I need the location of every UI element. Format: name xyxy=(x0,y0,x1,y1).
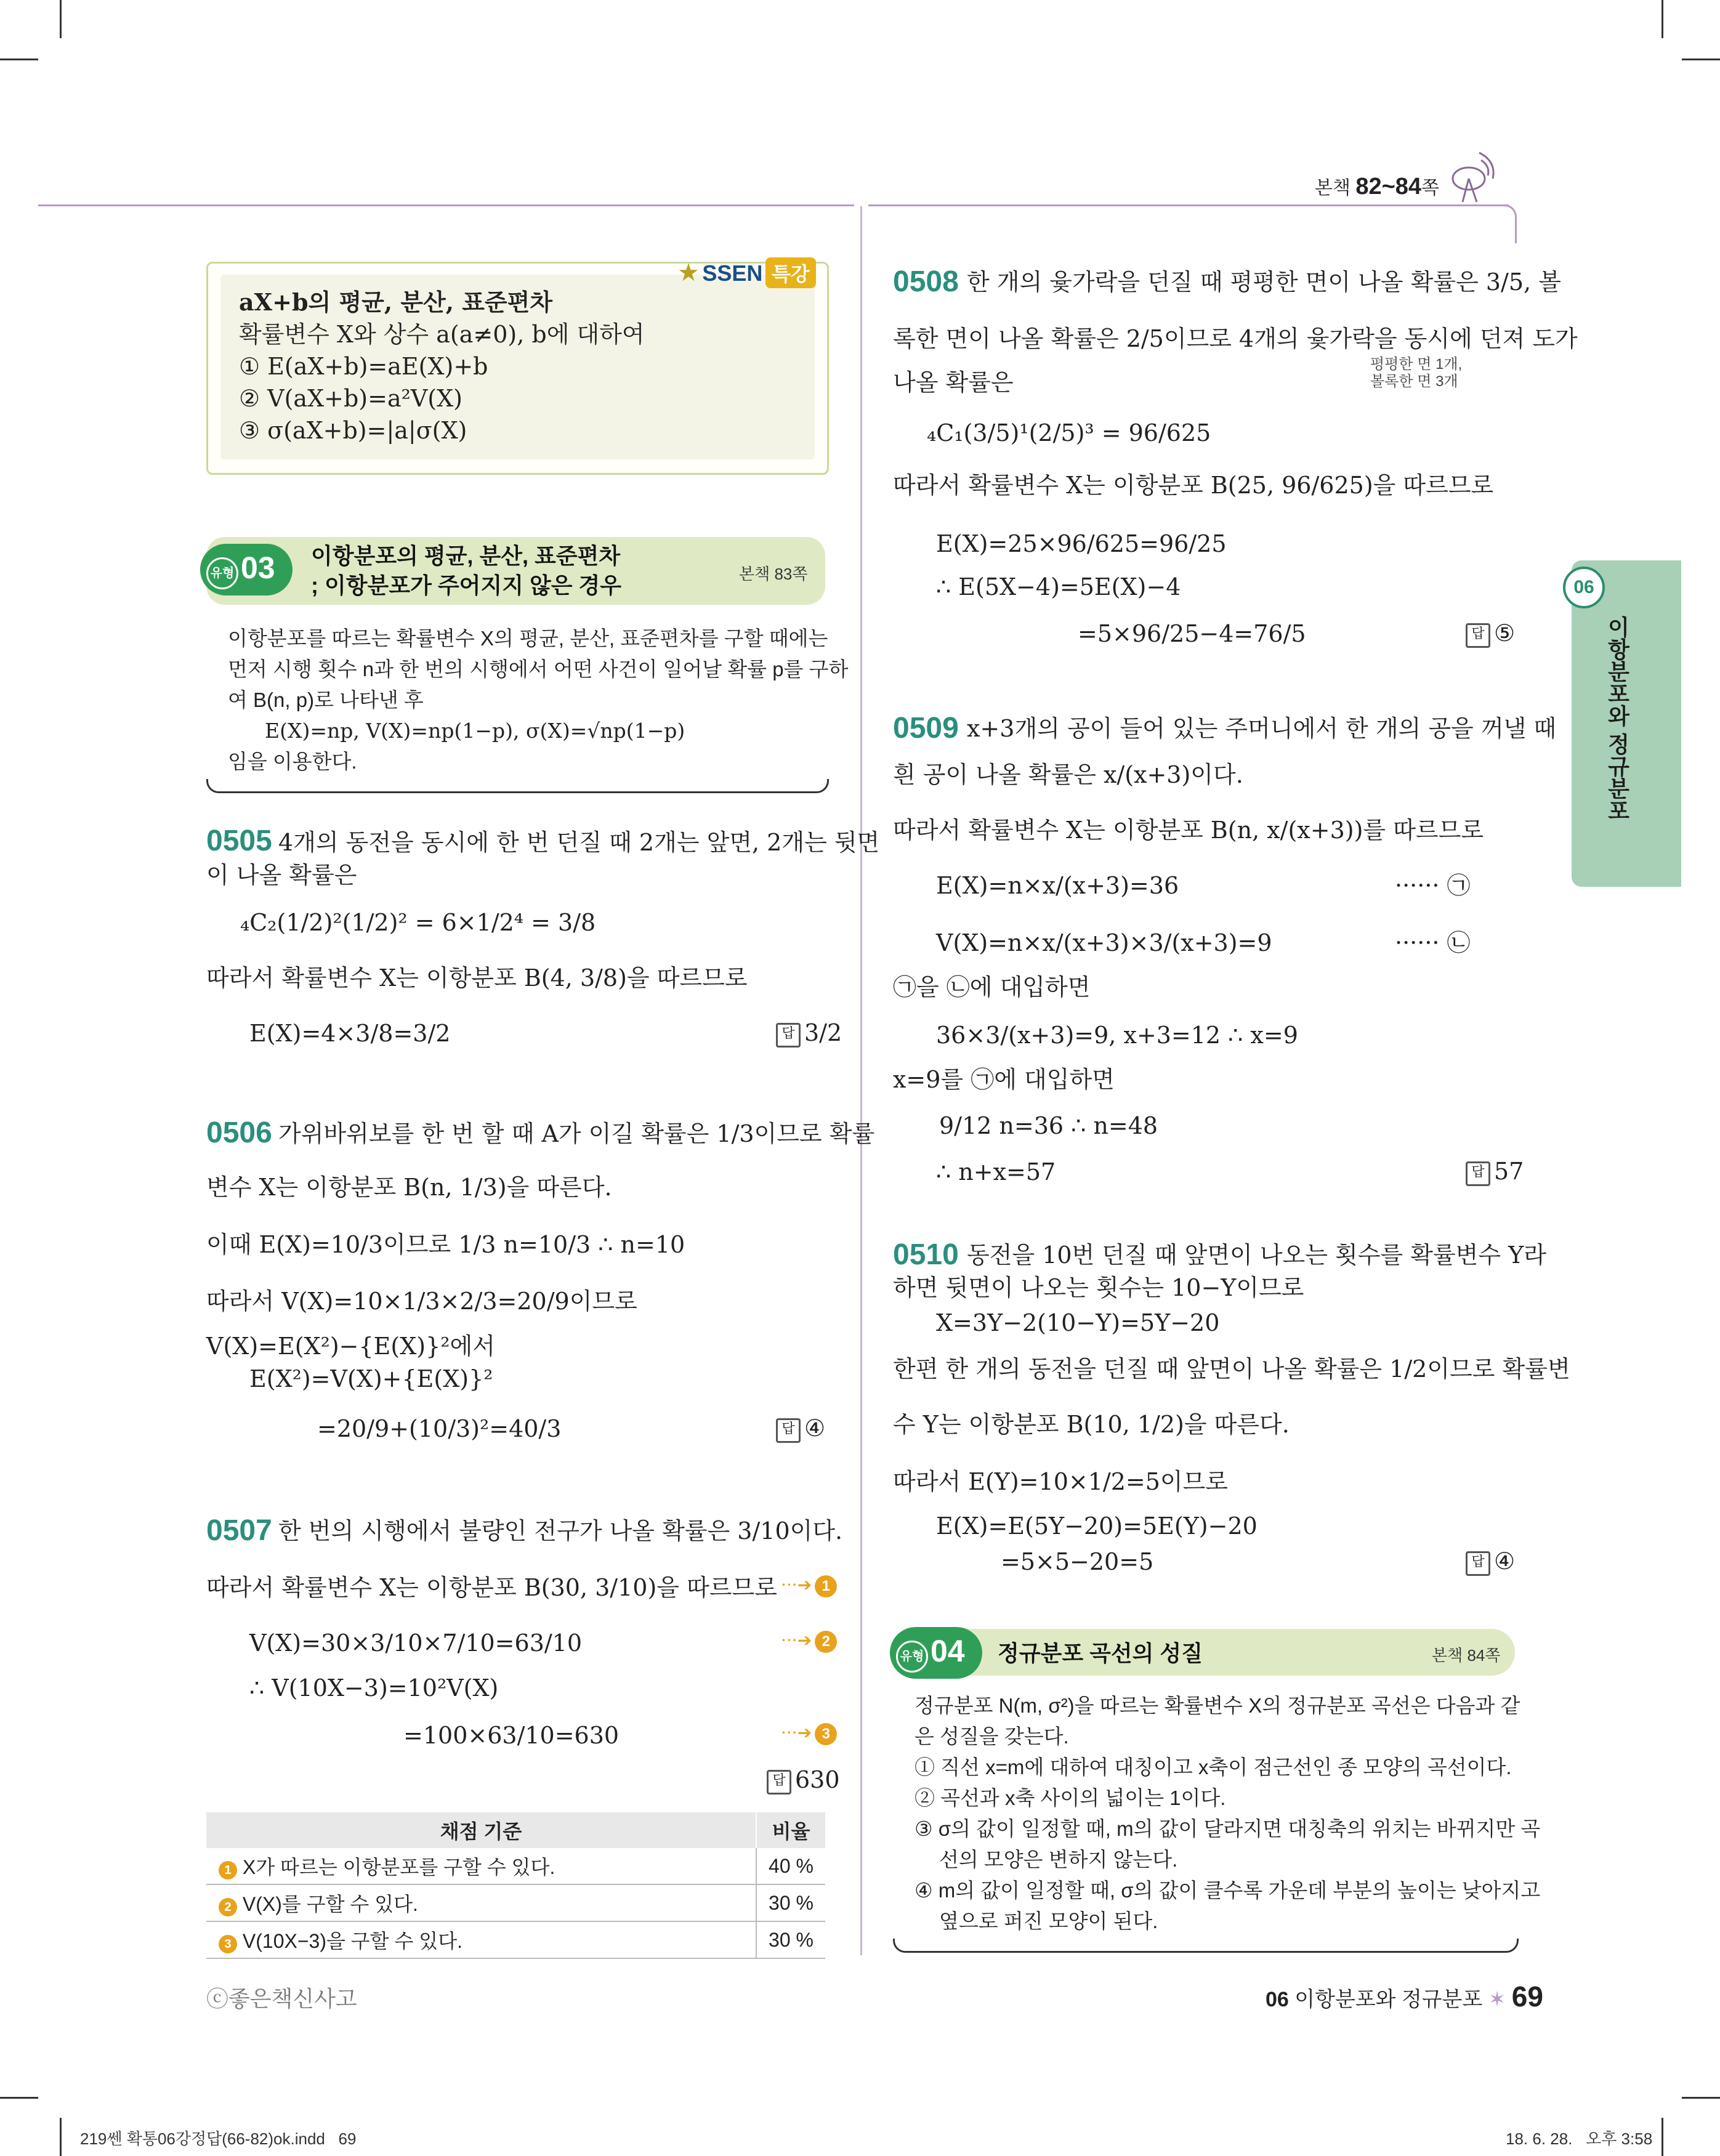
arrow-icon: ···➔ xyxy=(781,1630,812,1650)
p0509-formula: ∴ n+x=57 xyxy=(936,1158,1056,1185)
ssen-label: 특강 xyxy=(765,257,816,288)
crop-mark xyxy=(1661,2118,1663,2156)
ssen-line: aX+b의 평균, 분산, 표준편차 xyxy=(239,288,553,316)
type03-ref: 본책 83쪽 xyxy=(739,565,808,583)
problem-number-0510: 0510 xyxy=(893,1238,959,1271)
antenna-icon xyxy=(1447,148,1496,203)
type04-title: 정규분포 곡선의 성질 xyxy=(998,1641,1203,1666)
type04-badge xyxy=(890,1627,982,1679)
p0508-formula: E(X)=25×96/625=96/25 xyxy=(936,530,1227,557)
p0508-line: 한 개의 윷가락을 던질 때 평평한 면이 나올 확률은 3/5, 볼 xyxy=(967,268,1561,296)
type04-line: ② 곡선과 x축 사이의 넓이는 1이다. xyxy=(915,1787,1226,1809)
p0506-line: V(X)=E(X²)−{E(X)}²에서 xyxy=(206,1333,495,1360)
type03-bracket xyxy=(206,779,829,793)
p0507-line: ∴ V(10X−3)=10²V(X) xyxy=(249,1674,499,1702)
step-mark: 1 xyxy=(815,1575,837,1597)
ssen-line: ② V(aX+b)=a²V(X) xyxy=(239,385,462,412)
p0507-step-2 xyxy=(781,1630,837,1653)
p0510-line: 한편 한 개의 동전을 던질 때 앞면이 나올 확률은 1/2이므로 확률변 xyxy=(893,1355,1570,1383)
p0508-note-line: 볼록한 면 3개 xyxy=(1370,373,1458,390)
star-icon: ★ xyxy=(677,259,700,286)
arrow-icon: ···➔ xyxy=(781,1722,812,1743)
answer-value: ④ xyxy=(804,1415,826,1442)
type04-bar xyxy=(893,1629,1515,1676)
p0507-answer xyxy=(767,1766,840,1795)
grading-ratio: 40 % xyxy=(756,1848,825,1884)
p0509-formula: 9/12 n=36 ∴ n=48 xyxy=(939,1112,1158,1139)
p0510-line: 수 Y는 이항분포 B(10, 1/2)을 따른다. xyxy=(893,1411,1290,1438)
p0505-formula: ₄C₂(1/2)²(1/2)² = 6×1/2⁴ = 3/8 xyxy=(240,909,596,936)
crop-mark xyxy=(1682,2097,1720,2099)
answer-icon: 답 xyxy=(776,1023,801,1048)
type04-badge-num: 04 xyxy=(931,1634,965,1668)
type03-line: 먼저 시행 횟수 n과 한 번의 시행에서 어떤 사건이 일어날 확률 p를 구하 xyxy=(228,658,849,680)
p0506-line: E(X²)=V(X)+{E(X)}² xyxy=(249,1365,493,1392)
ssen-line: ③ σ(aX+b)=|a|σ(X) xyxy=(239,417,467,444)
chapter-side-tab xyxy=(1572,560,1681,887)
p0507-line: =100×63/10=630 xyxy=(403,1722,620,1749)
p0505-formula: E(X)=4×3/8=3/2 xyxy=(249,1020,451,1047)
header-rule xyxy=(38,204,854,206)
problem-number-0508: 0508 xyxy=(893,265,959,298)
step-mark: 3 xyxy=(815,1723,837,1745)
grading-table xyxy=(206,1812,825,1959)
p0506-line: =20/9+(10/3)²=40/3 xyxy=(317,1415,562,1442)
type04-badge-word: 유형 xyxy=(896,1641,928,1673)
column-divider xyxy=(860,206,862,1955)
footer-chapter xyxy=(1266,1980,1543,2013)
p0506-line: 따라서 V(X)=10×1/3×2/3=20/9이므로 xyxy=(206,1288,637,1315)
p0509-line: ㉠을 ㉡에 대입하면 xyxy=(893,974,1091,1001)
p0509-line: 따라서 확률변수 X는 이항분포 B(n, x/(x+3))를 따르므로 xyxy=(893,817,1484,844)
p0510-formula: E(X)=E(5Y−20)=5E(Y)−20 xyxy=(936,1512,1258,1540)
answer-value: 3/2 xyxy=(804,1019,842,1046)
p0509-line: 흰 공이 나올 확률은 x/(x+3)이다. xyxy=(893,761,1243,788)
type03-badge xyxy=(200,544,293,596)
p0510-line: 따라서 E(Y)=10×1/2=5이므로 xyxy=(893,1468,1229,1495)
chapter-tab-title: 이항분포와 정규분포 xyxy=(1605,616,1630,822)
crop-mark xyxy=(0,59,38,60)
grading-header-row xyxy=(206,1812,825,1848)
p0509-formula: V(X)=n×x/(x+3)×3/(x+3)=9 xyxy=(936,929,1272,956)
p0509-formula: 36×3/(x+3)=9, x+3=12 ∴ x=9 xyxy=(936,1022,1298,1049)
p0508-line: 록한 면이 나올 확률은 2/5이므로 4개의 윷가락을 동시에 던져 도가 xyxy=(893,325,1578,352)
header-rule-right xyxy=(868,204,1509,206)
print-timestamp: 18. 6. 28. 오후 3:58 xyxy=(1506,2130,1653,2148)
problem-number-0509: 0509 xyxy=(893,712,959,745)
grading-ratio: 30 % xyxy=(756,1921,825,1958)
ssen-badge xyxy=(677,257,816,288)
page-ref-suffix: 쪽 xyxy=(1421,178,1440,198)
answer-value: 630 xyxy=(795,1766,840,1793)
step-mark: 3 xyxy=(219,1935,237,1953)
grading-row xyxy=(206,1884,825,1921)
type03-badge-num: 03 xyxy=(241,551,275,585)
p0507-line: 한 번의 시행에서 불량인 전구가 나올 확률은 3/10이다. xyxy=(278,1517,843,1544)
type03-line: 여 B(n, p)로 나타낸 후 xyxy=(228,688,424,711)
file-info: 219쎈 확통06강정답(66-82)ok.indd 69 xyxy=(80,2130,357,2148)
answer-icon: 답 xyxy=(776,1418,801,1443)
type04-bracket xyxy=(893,1939,1519,1953)
p0506-answer xyxy=(776,1415,825,1443)
p0508-note-line: 평평한 면 1개, xyxy=(1370,356,1463,373)
step-mark: 2 xyxy=(219,1898,237,1916)
p0510-answer xyxy=(1466,1548,1515,1576)
grading-criterion xyxy=(206,1921,756,1958)
p0505-answer xyxy=(776,1019,842,1048)
answer-icon: 답 xyxy=(1466,623,1490,648)
page-number: 69 xyxy=(1511,1980,1543,2013)
p0506-line: 이때 E(X)=10/3이므로 1/3 n=10/3 ∴ n=10 xyxy=(206,1231,685,1258)
p0508-answer xyxy=(1466,620,1515,648)
criterion-text: V(X)를 구할 수 있다. xyxy=(242,1893,418,1915)
p0507-step-1 xyxy=(781,1575,837,1597)
type04-line: 정규분포 N(m, σ²)을 따르는 확률변수 X의 정규분포 곡선은 다음과 같 xyxy=(915,1694,1520,1717)
arrow-icon: ···➔ xyxy=(781,1575,812,1595)
p0509-formula: E(X)=n×x/(x+3)=36 xyxy=(936,872,1179,899)
type04-line: ③ σ의 값이 일정할 때, m의 값이 달라지면 대칭축의 위치는 바뀌지만 곡 xyxy=(915,1817,1541,1840)
p0507-step-3 xyxy=(781,1722,837,1745)
p0510-formula: X=3Y−2(10−Y)=5Y−20 xyxy=(936,1309,1220,1336)
page-ref-prefix: 본책 xyxy=(1315,178,1351,198)
p0509-tag: ······ ㉠ xyxy=(1395,872,1471,899)
type04-line: ④ m의 값이 일정할 때, σ의 값이 클수록 가운데 부분의 높이는 낮아지고 xyxy=(915,1879,1541,1902)
grading-row xyxy=(206,1921,825,1958)
p0510-line: 동전을 10번 던질 때 앞면이 나오는 횟수를 확률변수 Y라 xyxy=(967,1242,1546,1269)
p0509-line: x+3개의 공이 들어 있는 주머니에서 한 개의 공을 꺼낼 때 xyxy=(967,715,1557,742)
p0508-note xyxy=(1370,356,1462,390)
type04-line: 옆으로 퍼진 모양이 된다. xyxy=(939,1910,1158,1932)
answer-icon: 답 xyxy=(1466,1551,1490,1576)
footer-chapter-title: 이항분포와 정규분포 xyxy=(1294,1988,1483,2011)
footer-star: ✶ xyxy=(1488,1988,1506,2011)
grading-col-ratio: 비율 xyxy=(756,1812,825,1848)
problem-number-0506: 0506 xyxy=(206,1116,272,1149)
p0507-line: 따라서 확률변수 X는 이항분포 B(30, 3/10)을 따르므로 xyxy=(206,1574,777,1601)
type04-ref: 본책 84쪽 xyxy=(1432,1646,1501,1665)
p0508-formula: =5×96/25−4=76/5 xyxy=(1078,620,1306,647)
p0508-line: 따라서 확률변수 X는 이항분포 B(25, 96/625)을 따르므로 xyxy=(893,472,1494,499)
criterion-text: X가 따르는 이항분포를 구할 수 있다. xyxy=(242,1856,555,1878)
type03-line: 이항분포를 따르는 확률변수 X의 평균, 분산, 표준편차를 구할 때에는 xyxy=(228,627,828,650)
grading-row xyxy=(206,1848,825,1884)
answer-value: ⑤ xyxy=(1494,620,1516,647)
type03-line: 임을 이용한다. xyxy=(228,750,357,773)
ssen-line: 확률변수 X와 상수 a(a≠0), b에 대하여 xyxy=(239,321,645,348)
type03-formula: E(X)=np, V(X)=np(1−p), σ(X)=√np(1−p) xyxy=(265,719,685,743)
p0510-formula: =5×5−20=5 xyxy=(1001,1548,1154,1575)
problem-number-0505: 0505 xyxy=(206,825,272,857)
p0505-line: 따라서 확률변수 X는 이항분포 B(4, 3/8)을 따르므로 xyxy=(206,964,748,991)
ssen-brand: SSEN xyxy=(702,260,763,286)
type03-title-1: 이항분포의 평균, 분산, 표준편차 xyxy=(311,543,621,568)
header-curve xyxy=(1503,204,1517,243)
p0510-line: 하면 뒷면이 나오는 횟수는 10−Y이므로 xyxy=(893,1274,1304,1301)
type03-title-2: ; 이항분포가 주어지지 않은 경우 xyxy=(311,573,622,598)
answer-value: 57 xyxy=(1494,1158,1524,1185)
crop-mark xyxy=(60,0,62,38)
answer-icon: 답 xyxy=(767,1770,791,1795)
type04-line: ① 직선 x=m에 대하여 대칭이고 x축이 점근선인 종 모양의 곡선이다. xyxy=(915,1756,1512,1778)
p0509-line: x=9를 ㉠에 대입하면 xyxy=(893,1066,1115,1093)
step-mark: 1 xyxy=(219,1861,237,1879)
footer-chapter-no: 06 xyxy=(1266,1988,1289,2011)
p0505-line: 이 나올 확률은 xyxy=(206,862,357,889)
step-mark: 2 xyxy=(815,1631,837,1653)
page-ref-range: 82~84 xyxy=(1355,174,1422,200)
p0509-answer xyxy=(1466,1158,1524,1186)
page-reference xyxy=(1315,172,1439,200)
criterion-text: V(10X−3)을 구할 수 있다. xyxy=(242,1930,463,1952)
ssen-special-box xyxy=(206,262,829,475)
type03-badge-word: 유형 xyxy=(206,557,238,589)
ssen-line: ① E(aX+b)=aE(X)+b xyxy=(239,353,488,380)
p0509-tag: ······ ㉡ xyxy=(1395,929,1471,956)
crop-mark xyxy=(0,2097,38,2099)
type04-line: 은 성질을 갖는다. xyxy=(915,1725,1069,1748)
p0506-line: 변수 X는 이항분포 B(n, 1/3)을 따른다. xyxy=(206,1174,612,1201)
problem-number-0507: 0507 xyxy=(206,1514,272,1547)
crop-mark xyxy=(1682,59,1720,60)
p0506-line: 가위바위보를 한 번 할 때 A가 이길 확률은 1/3이므로 확률 xyxy=(278,1120,875,1147)
publisher-credit: ⓒ좋은책신사고 xyxy=(206,1986,357,2011)
p0508-line: 나올 확률은 xyxy=(893,369,1014,396)
answer-value: ④ xyxy=(1494,1548,1516,1575)
p0507-line: V(X)=30×3/10×7/10=63/10 xyxy=(249,1629,583,1657)
crop-mark xyxy=(60,2118,62,2156)
grading-col-criteria: 채점 기준 xyxy=(206,1812,756,1848)
grading-criterion xyxy=(206,1884,756,1921)
crop-mark xyxy=(1661,0,1663,38)
p0508-formula: ∴ E(5X−4)=5E(X)−4 xyxy=(936,573,1181,600)
type04-line: 선의 모양은 변하지 않는다. xyxy=(939,1848,1178,1871)
grading-ratio: 30 % xyxy=(756,1884,825,1921)
p0505-line: 4개의 동전을 동시에 한 번 던질 때 2개는 앞면, 2개는 뒷면 xyxy=(278,829,880,856)
answer-icon: 답 xyxy=(1466,1161,1490,1186)
grading-criterion xyxy=(206,1848,756,1884)
chapter-tab-number: 06 xyxy=(1563,567,1605,608)
p0508-formula: ₄C₁(3/5)¹(2/5)³ = 96/625 xyxy=(927,419,1211,446)
